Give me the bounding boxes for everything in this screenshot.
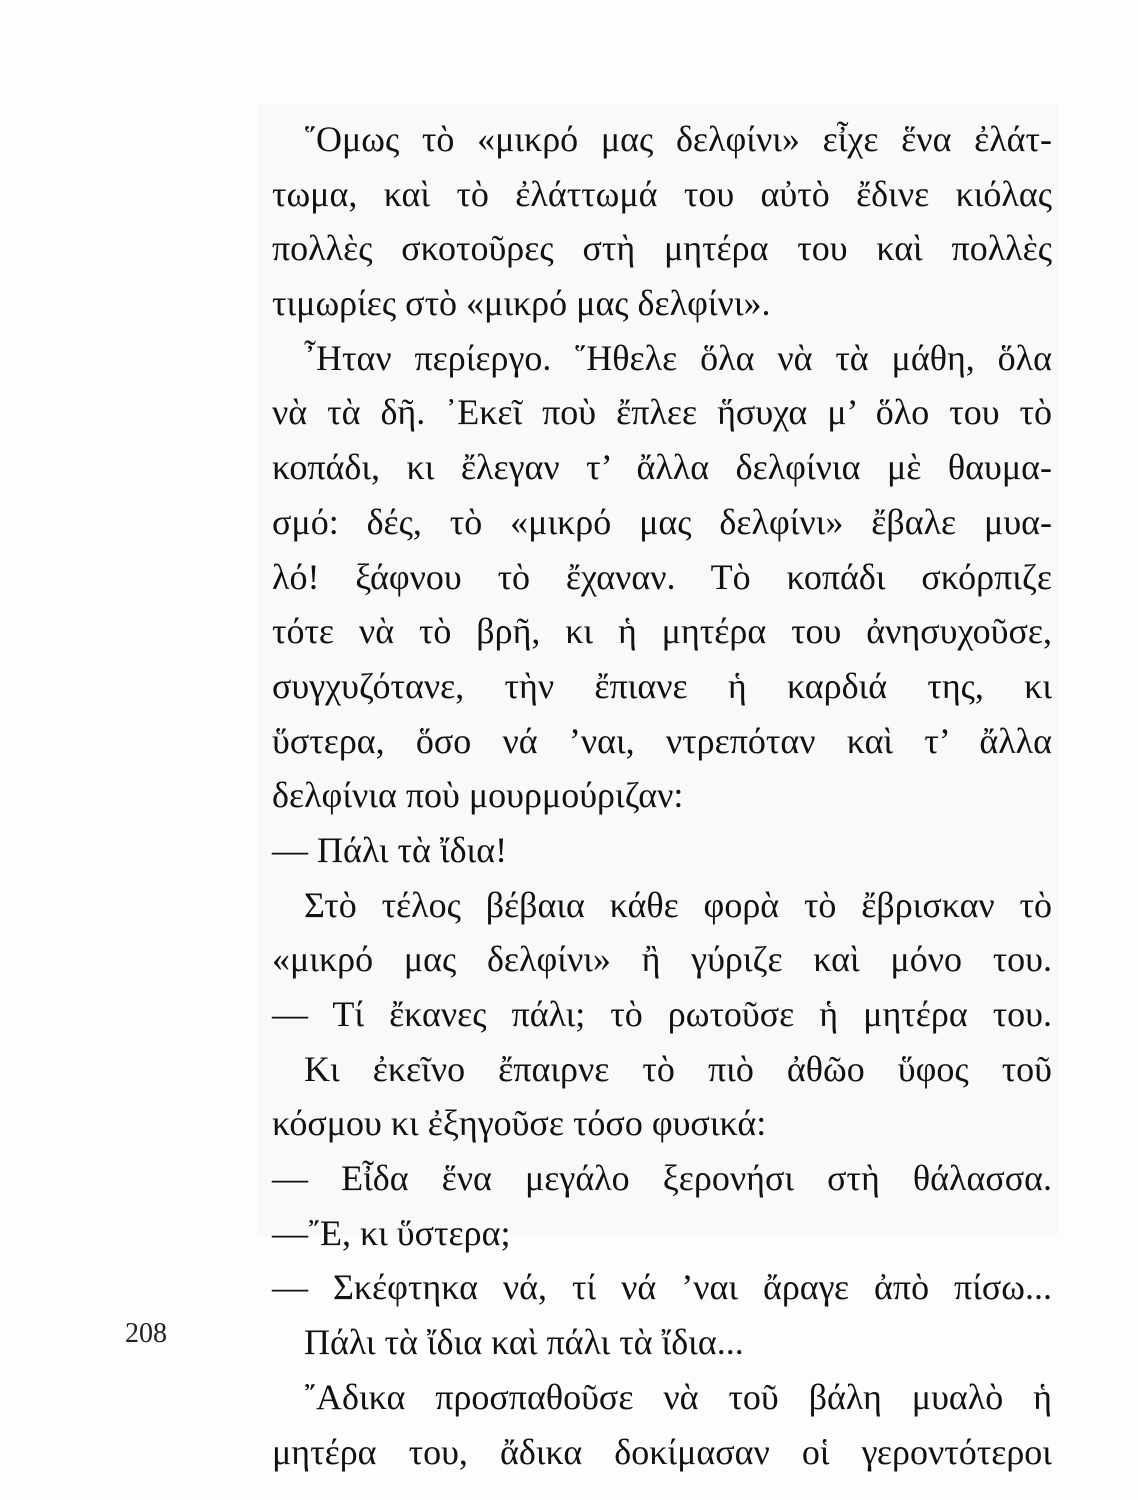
text-line: ῏Ηταν περίεργο. ῞Ηθελε ὅλα νὰ τὰ μάθη, ὅλα: [304, 337, 1052, 378]
text-line: κοπάδι, κι ἔλεγαν τ’ ἄλλα δελφίνια μὲ θαυμα-: [272, 447, 1052, 488]
text-line: τιμωρίες στὸ «μικρό μας δελφίνι».: [272, 283, 771, 324]
text-line: Πάλι τὰ ἴδια καὶ πάλι τὰ ἴδια...: [304, 1322, 744, 1363]
text-line: πολλὲς σκοτοῦρες στὴ μητέρα του καὶ πολλὲς: [272, 228, 1052, 269]
text-line: τωμα, καὶ τὸ ἐλάττωμά του αὐτὸ ἔδινε κιόλας: [272, 173, 1052, 214]
text-line: — Σκέφτηκα νά, τί νά ’ναι ἄραγε ἀπὸ πίσω...: [272, 1267, 1052, 1308]
text-line: λό! ξάφνου τὸ ἔχαναν. Τὸ κοπάδι σκόρπιζε: [272, 556, 1052, 597]
page-number: 208: [125, 1318, 167, 1349]
text-line: νὰ τὰ δῆ. ᾿Εκεῖ ποὺ ἔπλεε ἥσυχα μ’ ὅλο του τὸ: [272, 392, 1052, 433]
text-line: ῎Αδικα προσπαθοῦσε νὰ τοῦ βάλη μυαλὸ ἡ: [304, 1376, 1052, 1417]
text-line: «μικρό μας δελφίνι» ἢ γύριζε καὶ μόνο του.: [272, 939, 1052, 980]
text-line: — Πάλι τὰ ἴδια!: [272, 829, 508, 870]
text-line: Κι ἐκεῖνο ἔπαιρνε τὸ πιὸ ἀθῶο ὕφος τοῦ: [304, 1048, 1052, 1089]
text-line: κόσμου κι ἐξηγοῦσε τόσο φυσικά:: [272, 1103, 767, 1144]
text-line: ῞Ομως τὸ «μικρό μας δελφίνι» εἶχε ἕνα ἐλάτ-: [304, 119, 1052, 159]
text-line: τότε νὰ τὸ βρῆ, κι ἡ μητέρα του ἀνησυχοῦσε,: [272, 611, 1052, 652]
text-line: μητέρα του, ἄδικα δοκίμασαν οἱ γεροντότεροι: [272, 1431, 1052, 1472]
text-line: Στὸ τέλος βέβαια κάθε φορὰ τὸ ἔβρισκαν τὸ: [304, 884, 1052, 925]
text-line: — Εἶδα ἕνα μεγάλο ξερονήσι στὴ θάλασσα.: [272, 1158, 1052, 1199]
text-line: —῎Ε, κι ὕστερα;: [272, 1212, 511, 1253]
text-line: ὕστερα, ὅσο νά ’ναι, ντρεπόταν καὶ τ’ ἄλλα: [272, 720, 1052, 761]
text-line: συγχυζότανε, τὴν ἔπιανε ἡ καρδιά της, κι: [272, 665, 1052, 706]
body-text: [272, 112, 1052, 1479]
text-line: — Τί ἔκανες πάλι; τὸ ρωτοῦσε ἡ μητέρα του.: [272, 994, 1052, 1034]
text-line: δελφίνια ποὺ μουρμούριζαν:: [272, 775, 684, 816]
text-line: σμό: δές, τὸ «μικρό μας δελφίνι» ἔβαλε μυα-: [272, 501, 1052, 542]
